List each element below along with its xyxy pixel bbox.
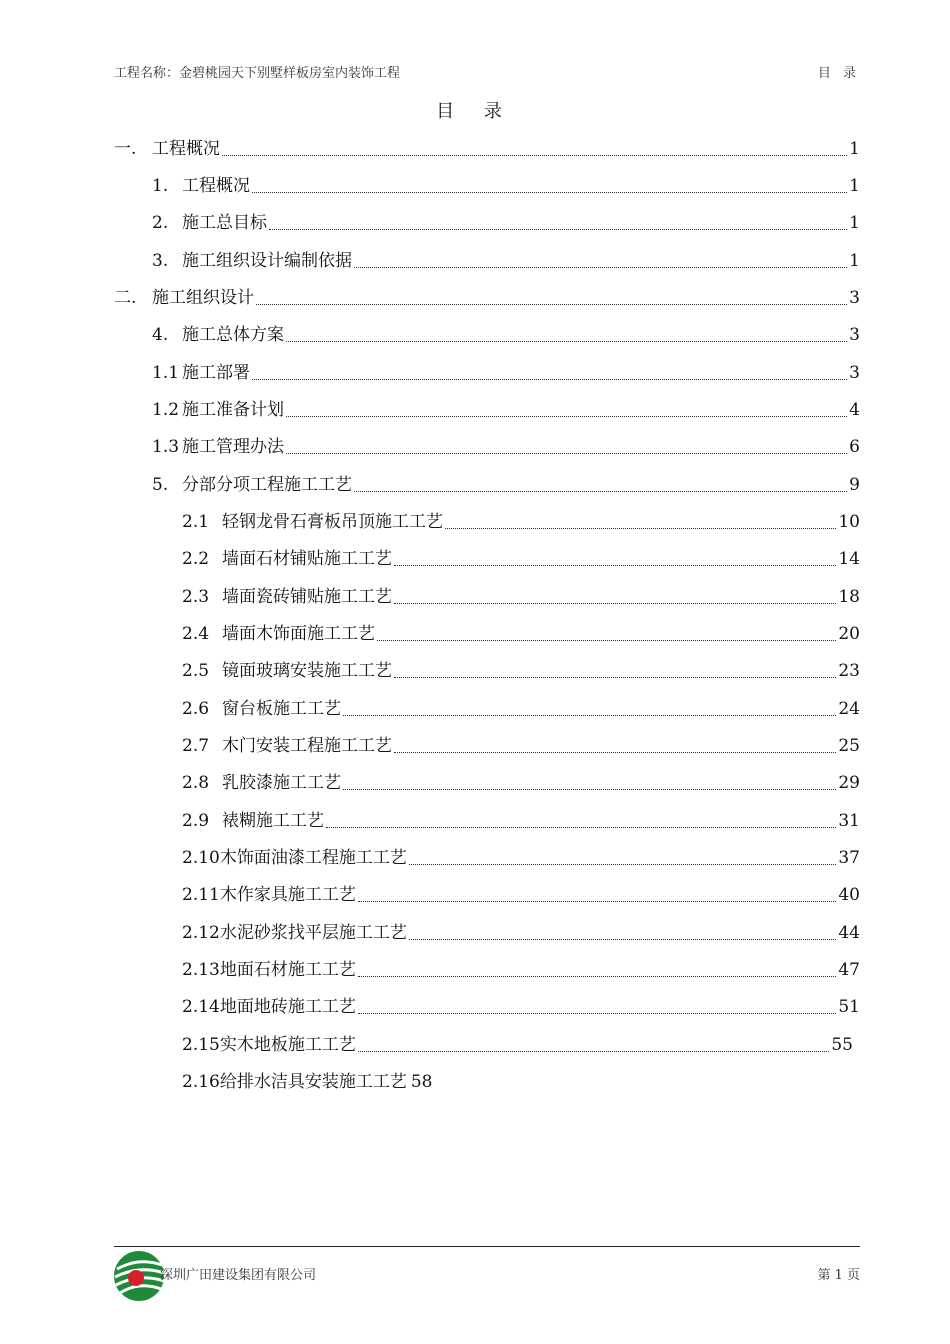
toc-entry-page: 1 xyxy=(849,213,860,233)
toc-entry-page: 44 xyxy=(838,923,860,943)
toc-leader-dots xyxy=(409,939,837,940)
toc-entry-number: 一. xyxy=(114,139,137,159)
toc-entry-page: 40 xyxy=(838,885,860,905)
toc-entry[interactable] xyxy=(182,727,860,757)
toc-entry-label: 实木地板施工工艺 xyxy=(219,1035,356,1055)
toc-entry[interactable] xyxy=(114,279,860,309)
toc-entry-label: 镜面玻璃安装施工工艺 xyxy=(222,661,392,681)
toc-entry-number: 1. xyxy=(152,176,169,196)
toc-entry-page: 29 xyxy=(838,773,860,793)
toc-entry-page: 1 xyxy=(849,139,860,159)
toc-entry-page: 47 xyxy=(838,960,860,980)
toc-entry[interactable] xyxy=(152,391,860,421)
toc-entry[interactable] xyxy=(182,764,860,794)
page-header xyxy=(114,62,860,82)
toc-leader-dots xyxy=(394,752,836,753)
toc-leader-dots xyxy=(354,267,847,268)
toc-leader-dots xyxy=(343,789,836,790)
toc-entry-page: 10 xyxy=(838,512,860,532)
toc-entry-number: 2.5 xyxy=(182,661,210,681)
toc-entry-number: 2.16 xyxy=(182,1072,220,1092)
toc-entry-number: 2.1 xyxy=(182,512,210,532)
toc-leader-dots xyxy=(354,491,847,492)
toc-entry-label: 裱糊施工工艺 xyxy=(222,811,324,831)
toc-entry[interactable] xyxy=(152,316,860,346)
footer-divider xyxy=(114,1246,860,1247)
toc-entry-page: 37 xyxy=(838,848,860,868)
toc-leader-dots xyxy=(343,715,836,716)
toc-entry[interactable] xyxy=(152,466,860,496)
toc-entry-label: 工程概况 xyxy=(152,139,220,159)
toc-entry-label: 水泥砂浆找平层施工工艺 xyxy=(219,923,407,943)
toc-leader-dots xyxy=(358,1051,830,1052)
toc-entry[interactable] xyxy=(182,1063,582,1093)
toc-leader-dots xyxy=(409,864,837,865)
toc-leader-dots xyxy=(256,304,847,305)
toc-entry-page: 1 xyxy=(849,251,860,271)
toc-entry[interactable] xyxy=(182,951,860,981)
toc-entry-page: 1 xyxy=(849,176,860,196)
toc-leader-dots xyxy=(358,976,837,977)
toc-entry[interactable] xyxy=(182,802,860,832)
toc-entry-label: 墙面木饰面施工工艺 xyxy=(222,624,375,644)
toc-entry-label: 窗台板施工工艺 xyxy=(222,699,341,719)
toc-entry-number: 1.3 xyxy=(152,437,180,457)
toc-entry-number: 2.4 xyxy=(182,624,210,644)
toc-leader-dots xyxy=(286,416,847,417)
toc-entry[interactable] xyxy=(114,130,860,160)
toc-entry[interactable] xyxy=(182,914,860,944)
toc-entry-label: 施工部署 xyxy=(182,363,250,383)
toc-entry-label: 墙面瓷砖铺贴施工工艺 xyxy=(222,587,392,607)
toc-leader-dots xyxy=(358,1013,837,1014)
toc-entry-label: 木饰面油漆工程施工工艺 xyxy=(219,848,407,868)
toc-entry-number: 3. xyxy=(152,251,169,271)
toc-entry-page: 24 xyxy=(838,699,860,719)
toc-leader-dots xyxy=(394,677,836,678)
toc-entry[interactable] xyxy=(182,839,860,869)
toc-entry[interactable] xyxy=(182,876,860,906)
toc-entry[interactable] xyxy=(182,988,860,1018)
toc-entry[interactable] xyxy=(182,540,860,570)
header-section: 目 录 xyxy=(817,66,860,81)
toc-entry-number: 2.9 xyxy=(182,811,210,831)
toc-entry-number: 4. xyxy=(152,325,169,345)
toc-entry-label: 地面石材施工工艺 xyxy=(219,960,356,980)
toc-entry-page: 3 xyxy=(849,363,860,383)
toc-entry-number: 2.7 xyxy=(182,736,210,756)
toc-entry-number: 2.11 xyxy=(182,885,220,905)
toc-leader-dots xyxy=(394,603,836,604)
toc-entry-number: 2.3 xyxy=(182,587,210,607)
toc-entry-page: 55 xyxy=(831,1035,853,1055)
project-name: 工程名称：金碧桃园天下别墅样板房室内装饰工程 xyxy=(114,66,401,81)
toc-entry-number: 5. xyxy=(152,475,169,495)
toc-entry-number: 2.8 xyxy=(182,773,210,793)
toc-entry-label: 施工管理办法 xyxy=(182,437,284,457)
toc-entry-page: 25 xyxy=(838,736,860,756)
toc-entry-number: 2. xyxy=(152,213,169,233)
toc-entry-label: 木作家具施工工艺 xyxy=(219,885,356,905)
toc-entry-label: 给排水洁具安装施工工艺 xyxy=(219,1072,407,1092)
toc-entry-label: 地面地砖施工工艺 xyxy=(219,997,356,1017)
toc-entry-number: 2.13 xyxy=(182,960,220,980)
toc-entry-number: 1.2 xyxy=(152,400,180,420)
toc-entry-page: 31 xyxy=(838,811,860,831)
toc-entry[interactable] xyxy=(182,652,860,682)
toc-entry-label: 分部分项工程施工工艺 xyxy=(182,475,352,495)
toc-entry[interactable] xyxy=(182,1026,853,1056)
toc-leader-dots xyxy=(377,640,836,641)
toc-entry[interactable] xyxy=(152,204,860,234)
toc-entry-page: 3 xyxy=(849,325,860,345)
toc-entry-number: 2.15 xyxy=(182,1035,220,1055)
page-title: 目 录 xyxy=(436,101,514,122)
toc-entry-page: 58 xyxy=(410,1072,433,1092)
toc-entry-label: 施工准备计划 xyxy=(182,400,284,420)
toc-leader-dots xyxy=(222,155,847,156)
toc-entry-page: 4 xyxy=(849,400,860,420)
toc-entry-label: 施工总体方案 xyxy=(182,325,284,345)
toc-entry-number: 1.1 xyxy=(152,363,180,383)
toc-leader-dots xyxy=(252,379,847,380)
toc-entry-page: 23 xyxy=(838,661,860,681)
toc-leader-dots xyxy=(358,901,837,902)
toc-leader-dots xyxy=(445,528,836,529)
toc-entry[interactable] xyxy=(152,354,860,384)
toc-entry[interactable] xyxy=(182,690,860,720)
toc-entry-page: 51 xyxy=(838,997,860,1017)
toc-leader-dots xyxy=(286,453,847,454)
toc-entry-page: 20 xyxy=(838,624,860,644)
toc-entry-page: 6 xyxy=(849,437,860,457)
toc-entry-label: 施工组织设计 xyxy=(152,288,254,308)
toc-entry-page: 18 xyxy=(838,587,860,607)
toc-entry-page: 3 xyxy=(849,288,860,308)
toc-entry[interactable] xyxy=(182,578,860,608)
toc-leader-dots xyxy=(252,192,847,193)
toc-entry-page: 9 xyxy=(849,475,860,495)
toc-entry-label: 施工总目标 xyxy=(182,213,267,233)
toc-entry-label: 施工组织设计编制依据 xyxy=(182,251,352,271)
toc-entry-label: 木门安装工程施工工艺 xyxy=(222,736,392,756)
toc-entry-number: 2.6 xyxy=(182,699,210,719)
toc-entry-label: 乳胶漆施工工艺 xyxy=(222,773,341,793)
toc-leader-dots xyxy=(326,827,836,828)
toc-entry-number: 2.14 xyxy=(182,997,220,1017)
toc-entry-label: 墙面石材铺贴施工工艺 xyxy=(222,549,392,569)
toc-leader-dots xyxy=(269,229,847,230)
toc-entry[interactable] xyxy=(182,503,860,533)
toc-entry-number: 2.12 xyxy=(182,923,220,943)
toc-entry-number: 二. xyxy=(114,288,137,308)
page-footer xyxy=(114,1264,860,1284)
toc-leader-dots xyxy=(394,565,836,566)
toc-entry-number: 2.2 xyxy=(182,549,210,569)
toc-entry-label: 工程概况 xyxy=(182,176,250,196)
toc-entry[interactable] xyxy=(182,615,860,645)
toc-entry[interactable] xyxy=(152,428,860,458)
toc-entry[interactable] xyxy=(152,242,860,272)
toc-entry-page: 14 xyxy=(838,549,860,569)
company-name: 深圳广田建设集团有限公司 xyxy=(160,1268,317,1283)
toc-entry-label: 轻钢龙骨石膏板吊顶施工工艺 xyxy=(222,512,443,532)
toc-entry-number: 2.10 xyxy=(182,848,220,868)
toc-leader-dots xyxy=(286,341,847,342)
toc-entry[interactable] xyxy=(152,167,860,197)
page-number: 第 1 页 xyxy=(817,1268,860,1283)
